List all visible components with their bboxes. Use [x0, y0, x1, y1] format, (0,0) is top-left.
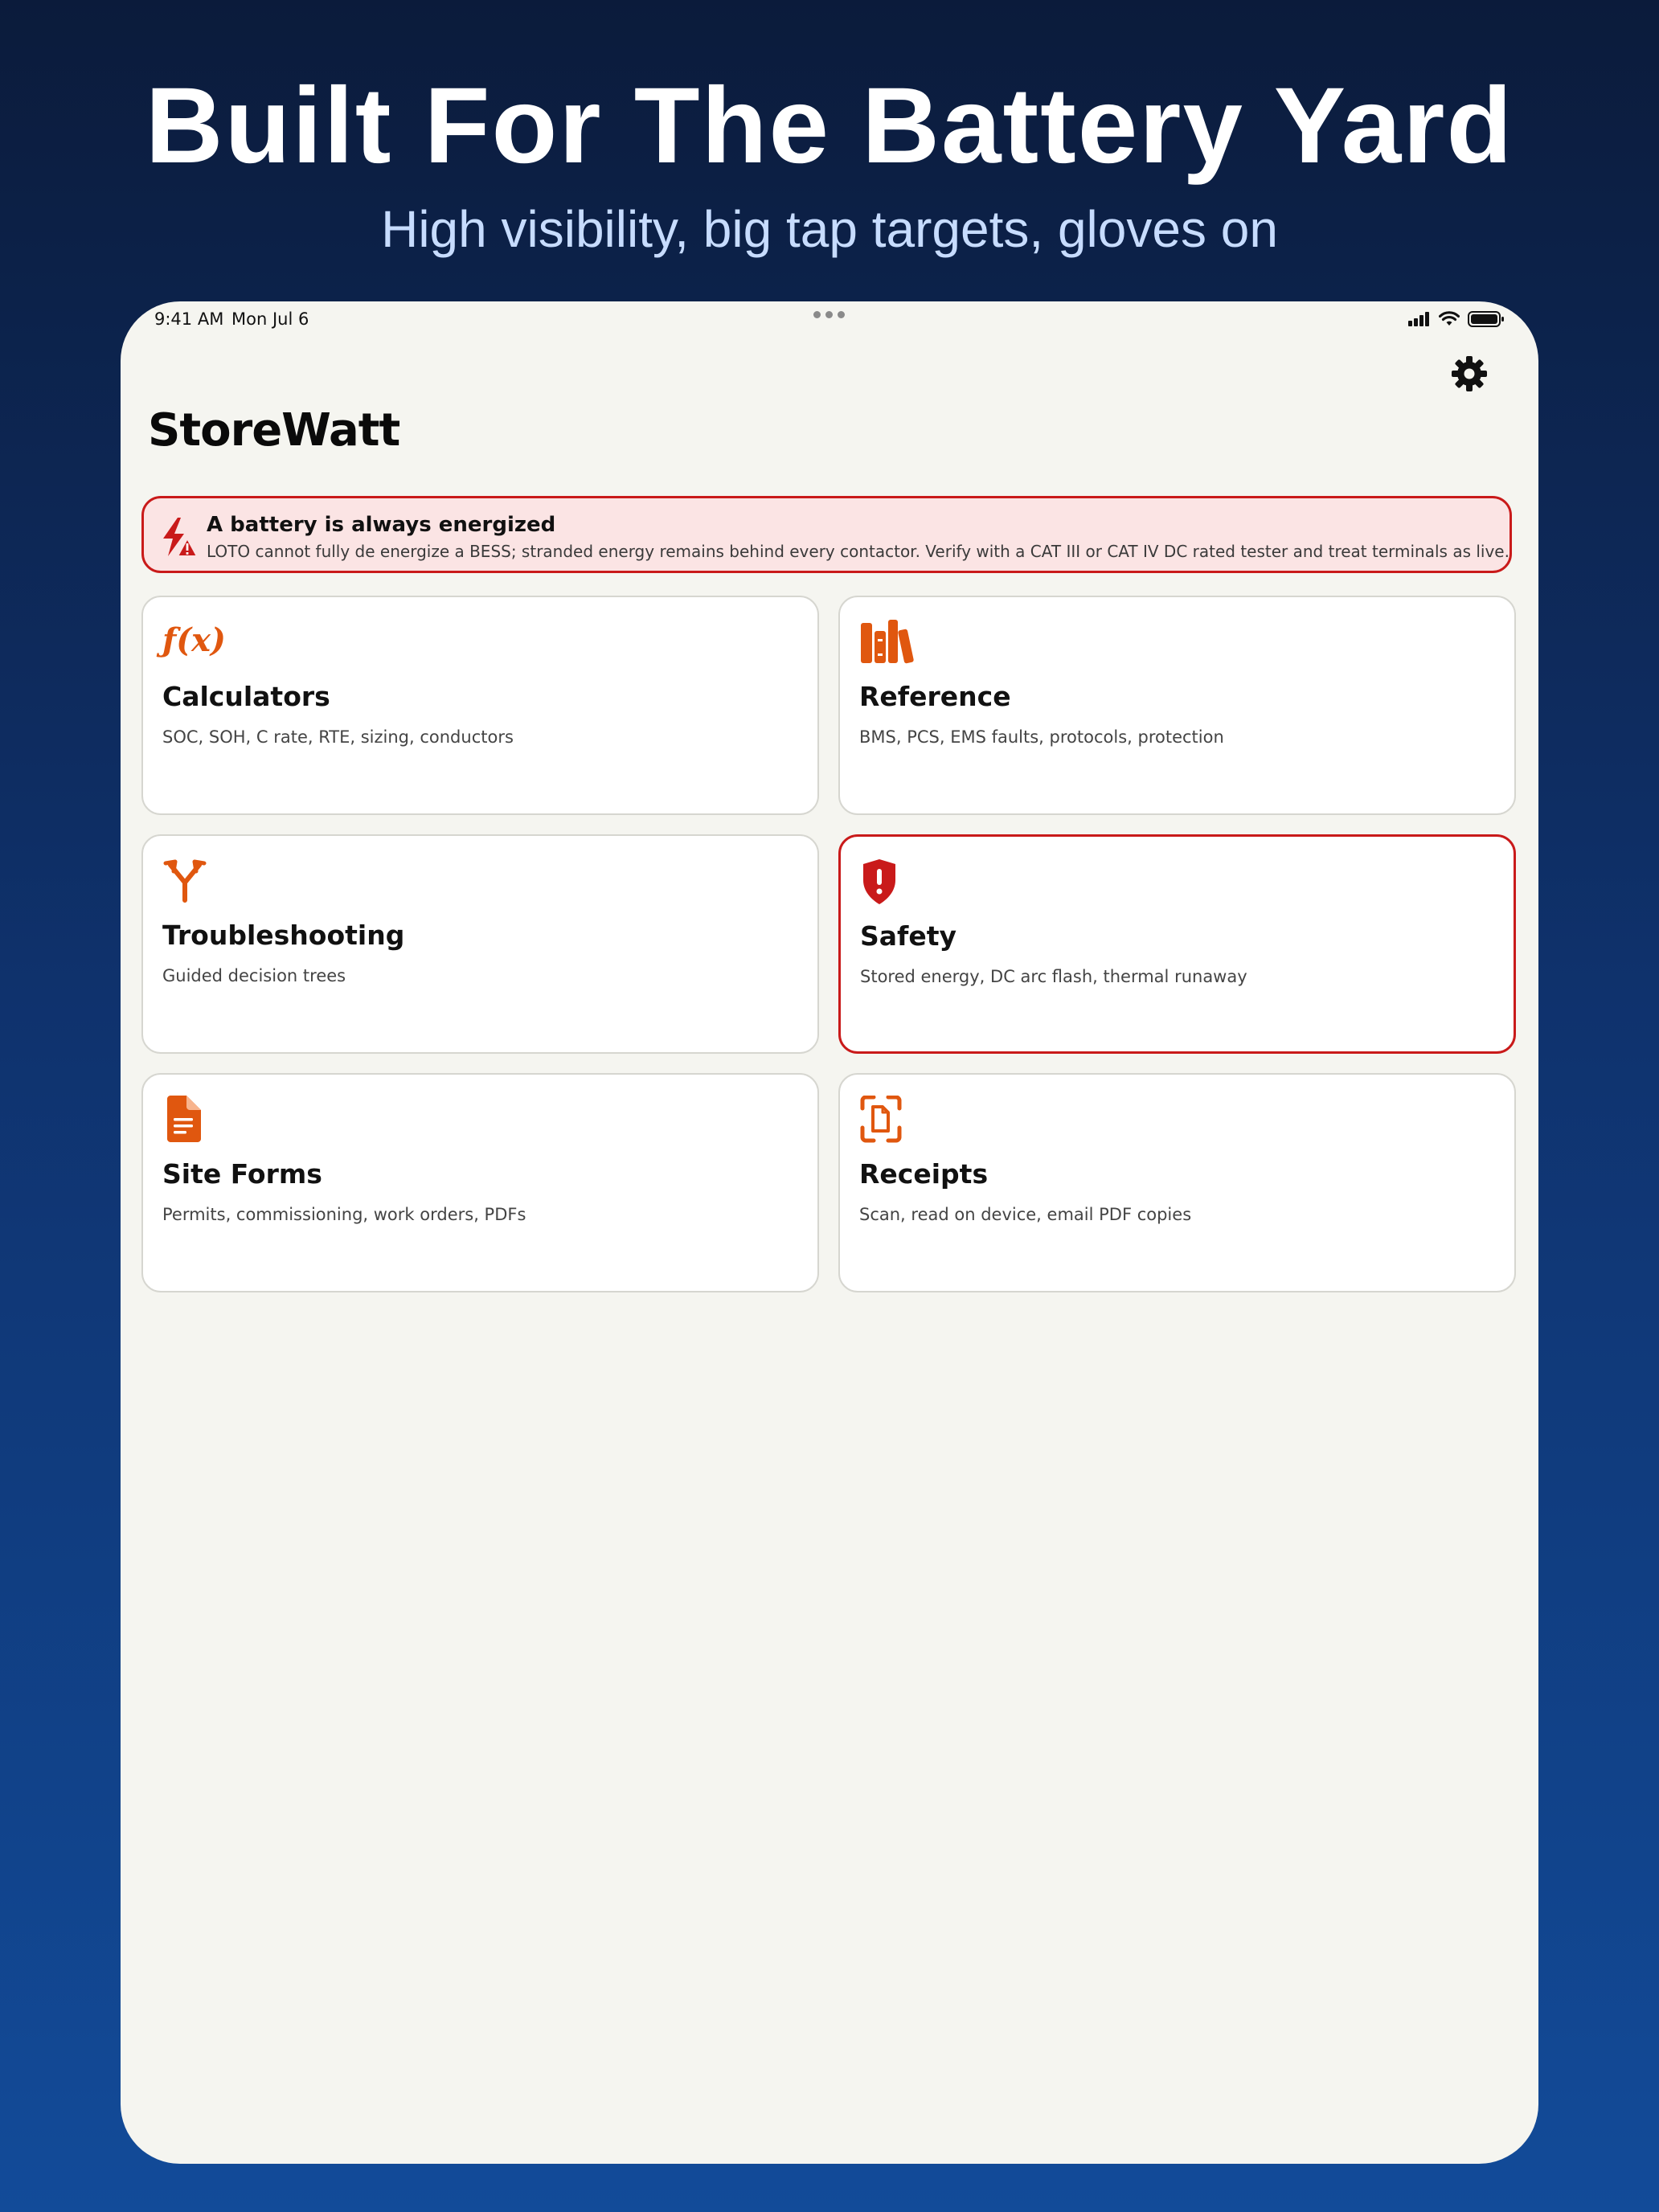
card-description: BMS, PCS, EMS faults, protocols, protection — [859, 727, 1224, 747]
card-description: Scan, read on device, email PDF copies — [859, 1205, 1192, 1224]
battery-icon — [1468, 311, 1505, 327]
card-title: Troubleshooting — [162, 920, 405, 951]
function-icon: ƒ(x) — [162, 621, 226, 659]
marketing-headline: Built For The Battery Yard — [145, 66, 1514, 186]
card-description: Stored energy, DC arc flash, thermal runaway — [860, 967, 1247, 986]
status-indicators — [1408, 311, 1505, 327]
safety-card[interactable] — [838, 834, 1516, 1054]
app-title: StoreWatt — [148, 404, 400, 457]
card-title: Calculators — [162, 681, 330, 712]
reference-card[interactable] — [838, 596, 1516, 815]
branch-icon — [162, 857, 219, 905]
banner-text: LOTO cannot fully de energize a BESS; stranded energy remains behind every contactor. Verify with a CAT III or CAT IV DC rated tester and treat terminals as live. — [207, 542, 1509, 561]
books-icon — [859, 618, 916, 666]
card-title: Reference — [859, 681, 1011, 712]
device-screen — [121, 301, 1538, 2164]
banner-title: A battery is always energized — [207, 513, 556, 537]
site-forms-card[interactable] — [141, 1073, 819, 1292]
warning-banner — [141, 496, 1512, 573]
scan-document-icon — [859, 1096, 916, 1144]
document-icon — [162, 1096, 219, 1144]
card-description: SOC, SOH, C rate, RTE, sizing, conductors — [162, 727, 514, 747]
receipts-card[interactable] — [838, 1073, 1516, 1292]
settings-button[interactable] — [1445, 350, 1493, 398]
troubleshooting-card[interactable] — [141, 834, 819, 1054]
status-bar — [121, 301, 1538, 340]
card-description: Guided decision trees — [162, 966, 346, 985]
shield-alert-icon — [860, 858, 916, 906]
card-description: Permits, commissioning, work orders, PDFs — [162, 1205, 526, 1224]
multitasking-dots-icon[interactable] — [813, 311, 845, 318]
gear-icon — [1450, 354, 1489, 393]
bolt-warning-icon — [160, 516, 199, 558]
wifi-icon — [1439, 311, 1460, 327]
cellular-signal-icon — [1408, 312, 1431, 326]
card-title: Safety — [860, 920, 957, 952]
marketing-subheadline: High visibility, big tap targets, gloves on — [381, 200, 1278, 258]
status-date: Mon Jul 6 — [231, 309, 309, 329]
card-title: Receipts — [859, 1158, 989, 1190]
status-time: 9:41 AM — [154, 309, 224, 329]
card-title: Site Forms — [162, 1158, 322, 1190]
calculators-card[interactable] — [141, 596, 819, 815]
